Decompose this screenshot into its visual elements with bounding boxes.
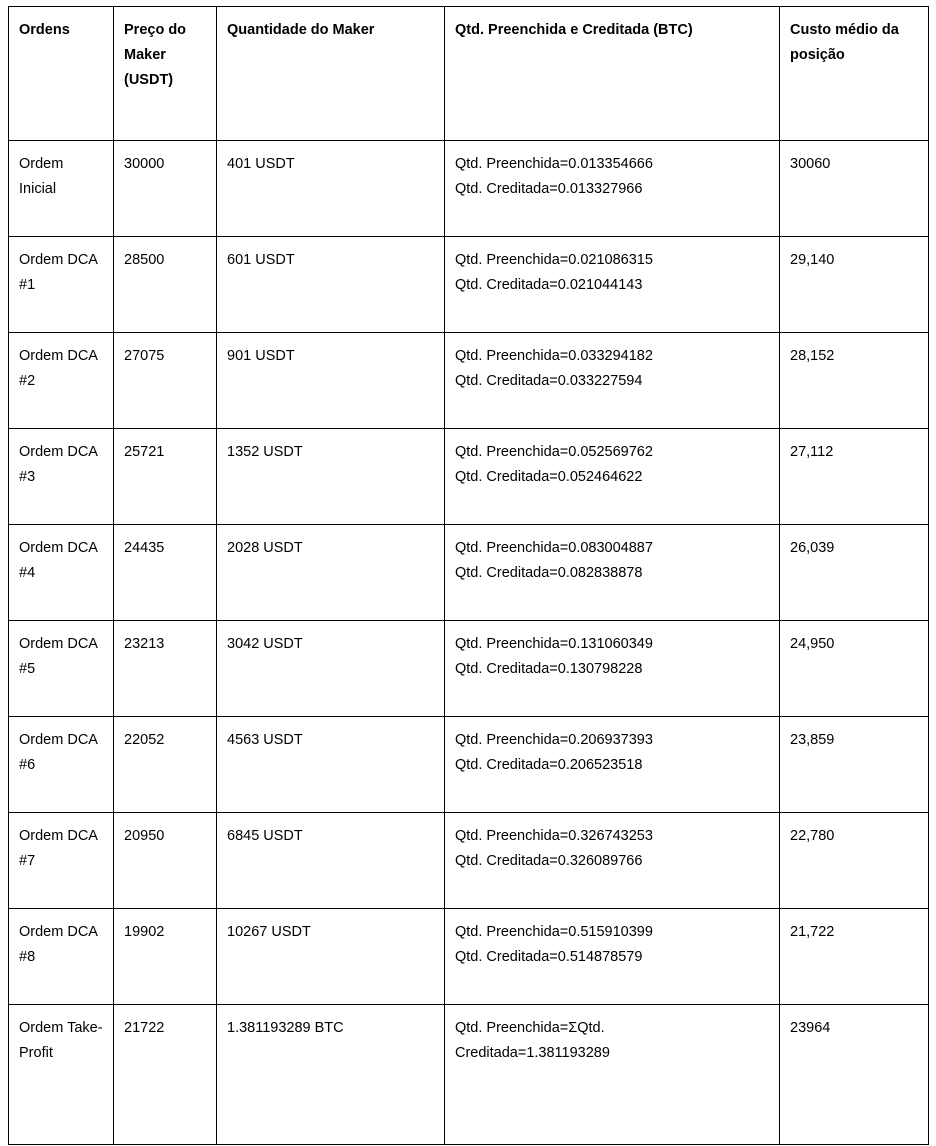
cell-qtd-preenchida-creditada xyxy=(445,141,780,237)
cell-quantidade-maker: 2028 USDT xyxy=(217,525,445,621)
qtd-preenchida-line: Qtd. Preenchida=0.326743253 xyxy=(455,828,653,844)
table-row xyxy=(9,525,929,621)
cell-quantidade-maker: 901 USDT xyxy=(217,333,445,429)
cell-ordem: Ordem Inicial xyxy=(9,141,114,237)
table-header-row xyxy=(9,7,929,141)
cell-custo-medio: 21,722 xyxy=(780,909,929,1005)
cell-ordem: Ordem Take-Profit xyxy=(9,1005,114,1145)
table-header xyxy=(9,7,929,141)
cell-custo-medio: 23,859 xyxy=(780,717,929,813)
cell-quantidade-maker: 601 USDT xyxy=(217,237,445,333)
cell-qtd-preenchida-creditada xyxy=(445,909,780,1005)
table-body xyxy=(9,141,929,1145)
cell-preco-maker: 28500 xyxy=(114,237,217,333)
cell-ordem: Ordem DCA #5 xyxy=(9,621,114,717)
table-row xyxy=(9,909,929,1005)
cell-custo-medio: 29,140 xyxy=(780,237,929,333)
cell-qtd-preenchida-creditada xyxy=(445,621,780,717)
qtd-preenchida-line: Qtd. Preenchida=0.021086315 xyxy=(455,252,653,268)
cell-quantidade-maker: 3042 USDT xyxy=(217,621,445,717)
cell-qtd-preenchida-creditada xyxy=(445,237,780,333)
cell-ordem: Ordem DCA #6 xyxy=(9,717,114,813)
table-row xyxy=(9,333,929,429)
column-header-qtd-preenchida-creditada: Qtd. Preenchida e Creditada (BTC) xyxy=(445,7,780,141)
cell-qtd-preenchida-creditada xyxy=(445,525,780,621)
qtd-preenchida-line: Qtd. Preenchida=0.515910399 xyxy=(455,924,653,940)
column-header-preco-maker: Preço do Maker (USDT) xyxy=(114,7,217,141)
cell-ordem: Ordem DCA #4 xyxy=(9,525,114,621)
qtd-preenchida-line: Qtd. Preenchida=0.033294182 xyxy=(455,348,653,364)
qtd-preenchida-line: Qtd. Preenchida=0.131060349 xyxy=(455,636,653,652)
dca-orders-table xyxy=(8,6,929,1145)
column-header-custo-medio: Custo médio da posição xyxy=(780,7,929,141)
table-row xyxy=(9,621,929,717)
cell-qtd-preenchida-creditada xyxy=(445,429,780,525)
cell-ordem: Ordem DCA #8 xyxy=(9,909,114,1005)
cell-custo-medio: 27,112 xyxy=(780,429,929,525)
cell-quantidade-maker: 10267 USDT xyxy=(217,909,445,1005)
qtd-creditada-line: Qtd. Creditada=0.514878579 xyxy=(455,948,643,965)
qtd-creditada-line: Creditada=1.381193289 xyxy=(455,1044,610,1061)
cell-preco-maker: 22052 xyxy=(114,717,217,813)
column-header-ordens: Ordens xyxy=(9,7,114,141)
cell-preco-maker: 21722 xyxy=(114,1005,217,1145)
cell-ordem: Ordem DCA #3 xyxy=(9,429,114,525)
cell-quantidade-maker: 4563 USDT xyxy=(217,717,445,813)
qtd-preenchida-line: Qtd. Preenchida=0.083004887 xyxy=(455,540,653,556)
cell-custo-medio: 23964 xyxy=(780,1005,929,1145)
qtd-creditada-line: Qtd. Creditada=0.013327966 xyxy=(455,180,643,197)
cell-ordem: Ordem DCA #2 xyxy=(9,333,114,429)
qtd-creditada-line: Qtd. Creditada=0.206523518 xyxy=(455,756,643,773)
qtd-creditada-line: Qtd. Creditada=0.021044143 xyxy=(455,276,643,293)
table-row xyxy=(9,237,929,333)
table-row xyxy=(9,141,929,237)
qtd-creditada-line: Qtd. Creditada=0.130798228 xyxy=(455,660,643,677)
table-row xyxy=(9,429,929,525)
cell-custo-medio: 30060 xyxy=(780,141,929,237)
qtd-preenchida-line: Qtd. Preenchida=ΣQtd. xyxy=(455,1020,605,1036)
qtd-creditada-line: Qtd. Creditada=0.052464622 xyxy=(455,468,643,485)
cell-preco-maker: 27075 xyxy=(114,333,217,429)
cell-preco-maker: 20950 xyxy=(114,813,217,909)
cell-quantidade-maker: 1.381193289 BTC xyxy=(217,1005,445,1145)
cell-quantidade-maker: 1352 USDT xyxy=(217,429,445,525)
qtd-creditada-line: Qtd. Creditada=0.326089766 xyxy=(455,852,643,869)
cell-quantidade-maker: 401 USDT xyxy=(217,141,445,237)
cell-preco-maker: 19902 xyxy=(114,909,217,1005)
cell-qtd-preenchida-creditada xyxy=(445,717,780,813)
cell-ordem: Ordem DCA #7 xyxy=(9,813,114,909)
qtd-preenchida-line: Qtd. Preenchida=0.052569762 xyxy=(455,444,653,460)
cell-qtd-preenchida-creditada xyxy=(445,813,780,909)
cell-qtd-preenchida-creditada xyxy=(445,333,780,429)
table-row xyxy=(9,1005,929,1145)
cell-ordem: Ordem DCA #1 xyxy=(9,237,114,333)
qtd-preenchida-line: Qtd. Preenchida=0.206937393 xyxy=(455,732,653,748)
table-row xyxy=(9,813,929,909)
table-row xyxy=(9,717,929,813)
cell-custo-medio: 24,950 xyxy=(780,621,929,717)
cell-custo-medio: 26,039 xyxy=(780,525,929,621)
cell-preco-maker: 25721 xyxy=(114,429,217,525)
cell-custo-medio: 22,780 xyxy=(780,813,929,909)
cell-custo-medio: 28,152 xyxy=(780,333,929,429)
qtd-creditada-line: Qtd. Creditada=0.033227594 xyxy=(455,372,643,389)
cell-preco-maker: 30000 xyxy=(114,141,217,237)
cell-preco-maker: 23213 xyxy=(114,621,217,717)
column-header-quantidade-maker: Quantidade do Maker xyxy=(217,7,445,141)
cell-qtd-preenchida-creditada xyxy=(445,1005,780,1145)
cell-quantidade-maker: 6845 USDT xyxy=(217,813,445,909)
qtd-creditada-line: Qtd. Creditada=0.082838878 xyxy=(455,564,643,581)
qtd-preenchida-line: Qtd. Preenchida=0.013354666 xyxy=(455,156,653,172)
cell-preco-maker: 24435 xyxy=(114,525,217,621)
